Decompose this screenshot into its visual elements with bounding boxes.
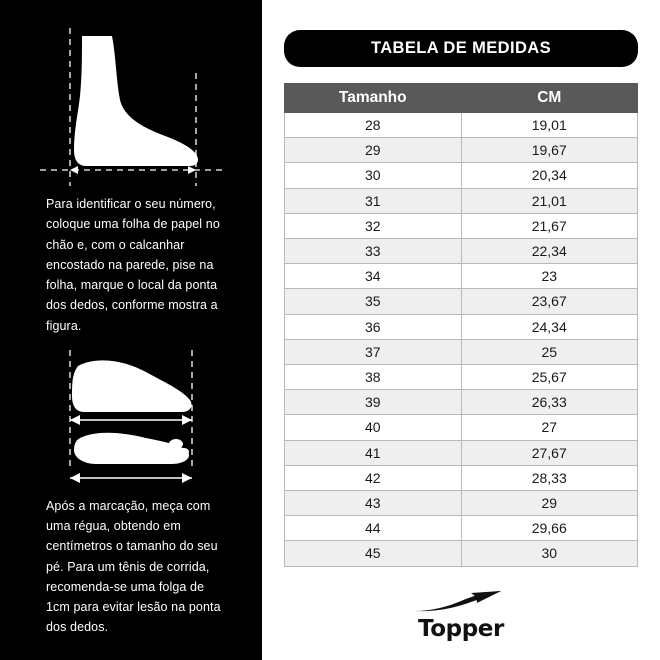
cell-size: 39 bbox=[285, 390, 462, 415]
table-row bbox=[285, 541, 638, 566]
cell-cm: 19,67 bbox=[461, 138, 638, 163]
cell-size: 40 bbox=[285, 415, 462, 440]
table-row bbox=[285, 239, 638, 264]
table-row bbox=[285, 113, 638, 138]
cell-cm: 27,67 bbox=[461, 440, 638, 465]
size-table-body bbox=[285, 113, 638, 567]
cell-cm: 21,01 bbox=[461, 188, 638, 213]
cell-size: 43 bbox=[285, 491, 462, 516]
cell-cm: 27 bbox=[461, 415, 638, 440]
cell-size: 33 bbox=[285, 239, 462, 264]
instruction-step-2-text: Após a marcação, meça com uma régua, obtendo em centímetros o tamanho do seu pé. Para um tênis de corrida, recomenda-se uma folga de 1cm para evitar lesão na ponta dos dedos. bbox=[46, 498, 221, 635]
cell-size: 42 bbox=[285, 465, 462, 490]
brand-logo bbox=[284, 589, 638, 642]
table-row bbox=[285, 415, 638, 440]
table-row bbox=[285, 138, 638, 163]
cell-size: 41 bbox=[285, 440, 462, 465]
foot-side-view-icon bbox=[0, 18, 262, 193]
cell-cm: 25,67 bbox=[461, 365, 638, 390]
size-table-panel bbox=[262, 0, 660, 660]
cell-cm: 19,01 bbox=[461, 113, 638, 138]
cell-cm: 28,33 bbox=[461, 465, 638, 490]
table-row bbox=[285, 163, 638, 188]
size-table-head bbox=[285, 84, 638, 113]
table-row bbox=[285, 264, 638, 289]
table-row bbox=[285, 289, 638, 314]
table-row bbox=[285, 339, 638, 364]
side-view-foot-against-wall-diagram bbox=[0, 0, 262, 190]
cell-cm: 20,34 bbox=[461, 163, 638, 188]
table-row bbox=[285, 491, 638, 516]
table-row bbox=[285, 390, 638, 415]
table-row bbox=[285, 440, 638, 465]
cell-cm: 24,34 bbox=[461, 314, 638, 339]
cell-size: 32 bbox=[285, 213, 462, 238]
brand-name: Topper bbox=[418, 615, 504, 642]
table-row bbox=[285, 314, 638, 339]
cell-cm: 23 bbox=[461, 264, 638, 289]
cell-size: 45 bbox=[285, 541, 462, 566]
cell-size: 44 bbox=[285, 516, 462, 541]
cell-size: 37 bbox=[285, 339, 462, 364]
instruction-step-1-text: Para identificar o seu número, coloque uma folha de papel no chão e, com o calcanhar encostado na parede, pise na folha, marque o local da ponta dos dedos, conforme mostra a figura. bbox=[46, 197, 220, 333]
table-header-row bbox=[285, 84, 638, 113]
page-title: TABELA DE MEDIDAS bbox=[284, 30, 638, 67]
cell-size: 29 bbox=[285, 138, 462, 163]
table-row bbox=[285, 465, 638, 490]
cell-size: 36 bbox=[285, 314, 462, 339]
table-row bbox=[285, 213, 638, 238]
cell-size: 35 bbox=[285, 289, 462, 314]
cell-cm: 23,67 bbox=[461, 289, 638, 314]
cell-cm: 30 bbox=[461, 541, 638, 566]
table-row bbox=[285, 188, 638, 213]
column-header-cm: CM bbox=[461, 84, 638, 113]
size-table bbox=[284, 83, 638, 567]
column-header-tamanho: Tamanho bbox=[285, 84, 462, 113]
table-row bbox=[285, 365, 638, 390]
cell-size: 34 bbox=[285, 264, 462, 289]
cell-cm: 29,66 bbox=[461, 516, 638, 541]
cell-cm: 25 bbox=[461, 339, 638, 364]
cell-size: 31 bbox=[285, 188, 462, 213]
cell-size: 38 bbox=[285, 365, 462, 390]
instructions-panel bbox=[0, 0, 262, 660]
topper-swoosh-icon bbox=[413, 589, 509, 615]
table-row bbox=[285, 516, 638, 541]
cell-size: 28 bbox=[285, 113, 462, 138]
cell-cm: 22,34 bbox=[461, 239, 638, 264]
cell-cm: 29 bbox=[461, 491, 638, 516]
cell-cm: 21,67 bbox=[461, 213, 638, 238]
top-view-foot-measurement-diagram bbox=[0, 336, 262, 486]
foot-top-view-icon bbox=[0, 346, 262, 496]
cell-cm: 26,33 bbox=[461, 390, 638, 415]
cell-size: 30 bbox=[285, 163, 462, 188]
